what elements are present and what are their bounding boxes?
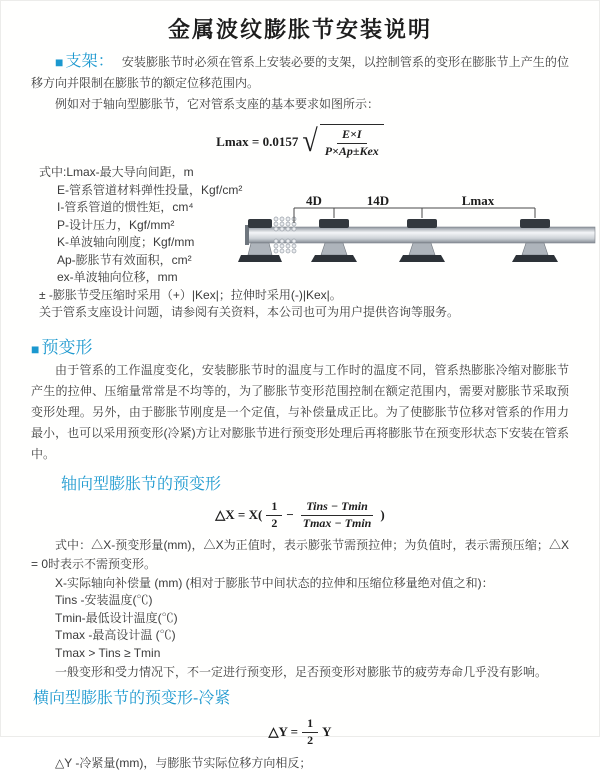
right-paren: ) [380,506,385,522]
radical-sign: √ [302,123,318,159]
pipe-end-cap [245,225,249,245]
dim-label-4d: 4D [306,193,322,208]
lateral-predeform-formula [31,716,569,748]
axial-predeform-formula [31,499,569,531]
predeform-body-text: 由于管系的工作温度变化，安装膨胀节时的温度与工作时的温度不同，管系热膨胀冷缩对膨胀节产生的拉伸、压缩量常常是不均等的，为了膨胀节变形范围控制在额定范围内，需要对膨胀节采取预变形处理。另外，由于膨胀节刚度是一个定值，与补偿量成正比。为了使膨胀节位移对管系的作用力最小，也可以采用预变形(冷紧)方让对膨胀节进行预变形处理后再将膨胀节在预变形状态下安装在管系中。 [31,362,569,461]
guide-spacing-formula [31,124,569,159]
pipe [247,227,595,243]
definition-item: K-单波轴向刚度；Kgf/mm [57,235,195,249]
definition-item: I-管系管道的惯性矩，cm⁴ [57,200,194,214]
axial-param-line: Tmax -最高设计温 (℃) [55,628,176,642]
formula-fraction [320,127,384,159]
axial-closing-note: 一般变形和受力情况下，不一定进行预变形，足否预变形对膨胀节的疲劳寿命几乎没有影响。 [55,665,548,679]
definition-lead: 式中:Lmax-最大导向间距，m [39,165,194,179]
support-section-paragraph [31,51,569,94]
formula-lhs: △Y = [268,724,299,739]
definition-item: Ap-膨胀节有效面积，cm² [57,252,192,267]
axial-param-line: Tins -安装温度(℃) [55,593,153,607]
fraction-numerator: E×I [337,127,367,144]
page-title: 金属波纹膨胀节安装说明 [167,17,432,42]
dim-label-lmax: Lmax [461,193,495,208]
half-fraction: $\frac{1}{2}$ [302,716,318,748]
temperature-fraction: $\frac{\text{Tins − Tmin}}{Tmax - Tmin}$ [302,498,372,530]
plus-minus-note: ± -膨胀节受压缩时采用（+）|Kex|；拉伸时采用(-)|Kex|。 [39,287,342,302]
predeform-heading-row [31,333,569,358]
formula-rhs: Y [322,724,332,739]
minus-sign: − [286,506,294,522]
lateral-predeform-heading: 横向型膨胀节的预变形-冷紧 [33,690,231,707]
half-fraction: $\frac{1}{2}$ [266,499,282,531]
formula-lhs: Lmax = 0.0157 [216,133,299,149]
axial-formula-note: 式中：△X-预变形量(mm)，△X为正值时，表示膨张节需预拉伸；为负值时，表示需预压缩；△X = 0时表示不需预变形。 [31,537,569,571]
section-marker-square-icon: ■ [31,340,40,357]
fraction-denominator: P×Ap±Kex [324,144,379,158]
axial-param-line: Tmax > Tins ≥ Tmin [55,645,161,660]
axial-param-line: Tmin-最低设计温度(℃) [55,610,178,625]
section-marker-square-icon: ■ [55,54,64,70]
support-spacing-diagram [245,194,597,288]
axial-predeform-heading: 轴向型膨胀节的预变形 [61,475,222,493]
formula-lhs: △X = X( [215,506,263,522]
support-example-text: 例如对于轴向型膨胀节，它对管系支座的基本要求如图所示： [55,97,380,111]
definition-item: P-设计压力，Kgf/mm² [57,217,175,232]
predeform-heading: 预变形 [41,337,93,357]
consult-note: 关于管系支座设计问题，请参阅有关资料，本公司也可为用户提供咨询等服务。 [39,305,460,319]
dim-label-14d: 14D [366,193,390,208]
support-heading: 支架： [65,53,114,70]
definition-item: E-管系管道材料弹性投量，Kgf/cm² [57,182,243,197]
lateral-formula-note: △Y -冷紧量(mm)，与膨胀节实际位移方向相反； [55,756,312,770]
support-intro-text: 安装膨胀节时必须在管系上安装必要的支架，以控制管系的变形在膨胀节上产生的位移方向并限制在膨胀节的额定位移范围内。 [31,55,569,90]
definition-item: ex-单波轴向位移，mm [57,270,178,284]
axial-param-line: X-实际轴向补偿量 (mm) (相对于膨胀节中间状态的拉伸和压缩位移量绝对值之和)： [55,575,494,590]
